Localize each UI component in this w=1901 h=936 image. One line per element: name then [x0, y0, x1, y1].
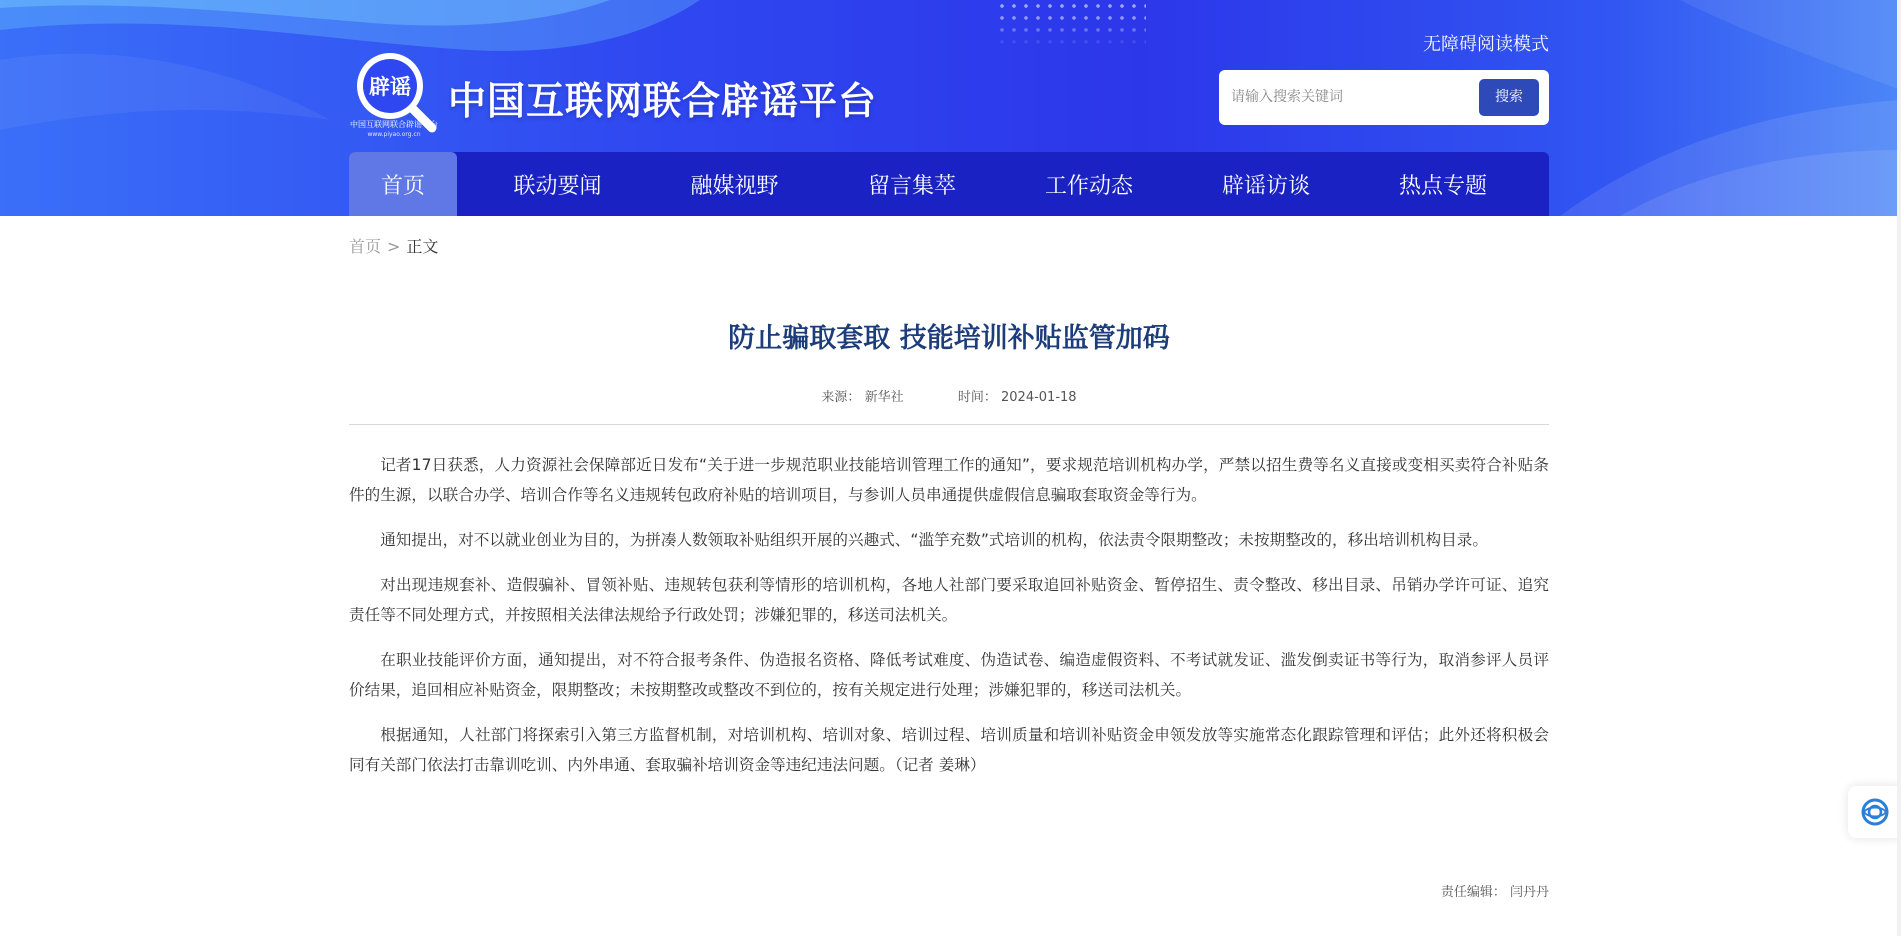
breadcrumb-current: 正文 — [406, 237, 439, 256]
page-scrollbar[interactable] — [1897, 0, 1901, 936]
dots-decoration — [996, 0, 1146, 48]
source-label: 来源： — [821, 390, 861, 405]
time-label: 时间： — [957, 390, 997, 405]
accessibility-widget-icon — [1860, 797, 1890, 827]
accessibility-mode-link[interactable]: 无障碍阅读模式 — [1423, 34, 1549, 55]
header-banner — [0, 0, 1901, 216]
logo-subtitle: 中国互联网联合辟谣平台 — [350, 120, 438, 129]
article-title: 防止骗取套取 技能培训补贴监管加码 — [728, 323, 1170, 354]
article-paragraph: 根据通知，人社部门将探索引入第三方监督机制，对培训机构、培训对象、培训过程、培训质量和培训补贴资金申领发放等实施常态化跟踪管理和评估；此外还将积极会同有关部门依法打击靠训吃训、内外串通、套取骗补培训资金等违纪违法问题。（记者 姜琳） — [349, 726, 1549, 774]
article-paragraph: 通知提出，对不以就业创业为目的，为拼凑人数领取补贴组织开展的兴趣式、“滥竽充数”式培训的机构，依法责令限期整改；未按期整改的，移出培训机构目录。 — [380, 531, 1488, 549]
article-paragraph: 在职业技能评价方面，通知提出，对不符合报考条件、伪造报名资格、降低考试难度、伪造试卷、编造虚假资料、不考试就发证、滥发倒卖证书等行为，取消参评人员评价结果，追回相应补贴资金，限期整改；未按期整改或整改不到位的，按有关规定进行处理；涉嫌犯罪的，移送司法机关。 — [349, 651, 1549, 699]
editor-value: 闫丹丹 — [1509, 885, 1549, 900]
breadcrumb-home[interactable]: 首页 — [349, 237, 382, 256]
nav-item-hot-topics[interactable]: 热点专题 — [1398, 173, 1487, 199]
site-title[interactable]: 中国互联网联合辟谣平台 — [448, 79, 878, 123]
search-input[interactable] — [1229, 80, 1469, 114]
nav-item-home[interactable]: 首页 — [349, 152, 457, 216]
nav-item-messages[interactable]: 留言集萃 — [867, 173, 956, 199]
nav-item-linked-news[interactable]: 联动要闻 — [513, 173, 602, 199]
breadcrumb — [349, 234, 438, 257]
article-divider — [349, 424, 1549, 425]
main-nav — [349, 152, 1549, 216]
search-box — [1219, 70, 1549, 125]
logo-caption — [348, 120, 440, 140]
article-body — [349, 450, 1549, 795]
accessibility-widget-button[interactable] — [1848, 786, 1901, 838]
article-paragraph: 对出现违规套补、造假骗补、冒领补贴、违规转包获利等情形的培训机构，各地人社部门要采取追回补贴资金、暂停招生、责令整改、移出目录、吊销办学许可证、追究责任等不同处理方式，并按照相关法律法规给予行政处罚；涉嫌犯罪的，移送司法机关。 — [349, 576, 1549, 624]
logo-url: www.piyao.org.cn — [367, 131, 421, 138]
source-value: 新华社 — [864, 390, 904, 405]
logo-text: 辟谣 — [369, 75, 411, 99]
responsible-editor — [1441, 881, 1549, 900]
nav-item-media-view[interactable]: 融媒视野 — [690, 173, 779, 199]
article-meta — [349, 386, 1549, 405]
breadcrumb-separator: > — [387, 237, 401, 256]
nav-item-work-news[interactable]: 工作动态 — [1044, 173, 1133, 199]
time-value: 2024-01-18 — [1001, 390, 1077, 405]
article-paragraph: 记者17日获悉，人力资源社会保障部近日发布“关于进一步规范职业技能培训管理工作的通知”，要求规范培训机构办学，严禁以招生费等名义直接或变相买卖符合补贴条件的生源，以联合办学、培训合作等名义违规转包政府补贴的培训项目，与参训人员串通提供虚假信息骗取套取资金等行为。 — [349, 456, 1549, 504]
search-button[interactable]: 搜索 — [1479, 79, 1539, 116]
nav-item-interviews[interactable]: 辟谣访谈 — [1221, 173, 1310, 199]
editor-label: 责任编辑： — [1440, 885, 1506, 900]
